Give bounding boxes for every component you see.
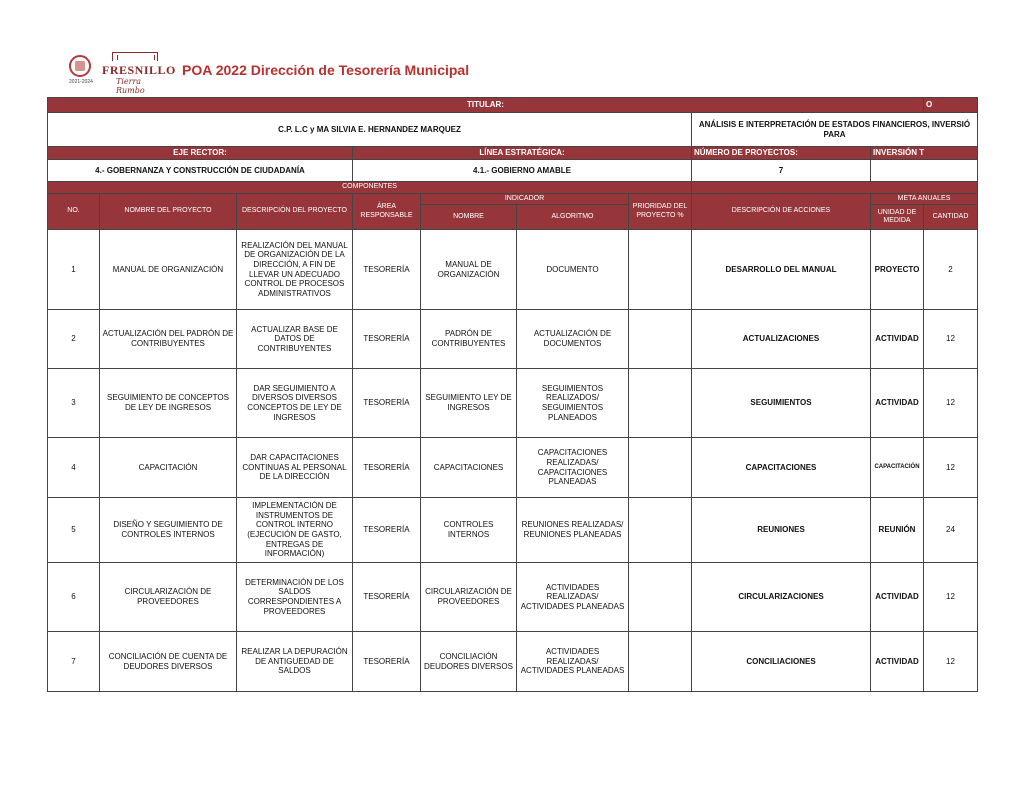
building-icon [112,52,158,61]
row-indicador-algoritmo: CAPACITACIONES REALIZADAS/ CAPACITACIONES PLANEADAS [517,438,629,498]
row-no: 3 [48,369,100,438]
row-area-responsable: TESORERÍA [353,498,421,563]
row-unidad-medida: ACTIVIDAD [871,632,924,692]
num-proyectos-label: NÚMERO DE PROYECTOS: [692,147,871,160]
col-indicador-nombre: NOMBRE [421,205,517,230]
col-unidad-medida: UNIDAD DE MEDIDA [871,205,924,230]
table-row [48,369,978,438]
row-area-responsable: TESORERÍA [353,632,421,692]
col-indicador: INDICADOR [421,194,629,205]
row-descripcion-accion: CONCILIACIONES [692,632,871,692]
row-prioridad [629,438,692,498]
row-descripcion-proyecto: REALIZAR LA DEPURACIÓN DE ANTIGUEDAD DE SALDOS [237,632,353,692]
row-nombre-proyecto: CAPACITACIÓN [100,438,237,498]
table-row [48,230,978,310]
row-area-responsable: TESORERÍA [353,230,421,310]
row-descripcion-accion: ACTUALIZACIONES [692,310,871,369]
row-indicador-algoritmo: REUNIONES REALIZADAS/ REUNIONES PLANEADAS [517,498,629,563]
row-unidad-medida: ACTIVIDAD [871,310,924,369]
inversion-value [871,160,978,182]
row-descripcion-proyecto: DAR CAPACITACIONES CONTINUAS AL PERSONAL DE LA DIRECCIÓN [237,438,353,498]
col-no: NO. [48,194,100,230]
row-prioridad [629,230,692,310]
row-indicador-algoritmo: ACTUALIZACIÓN DE DOCUMENTOS [517,310,629,369]
inversion-label: INVERSIÓN T [871,147,978,160]
row-no: 4 [48,438,100,498]
table-row [48,563,978,632]
row-prioridad [629,310,692,369]
table-row [48,498,978,563]
table-row [48,310,978,369]
componentes-header: COMPONENTES [48,182,692,194]
col-area-responsable: ÁREA RESPONSABLE [353,194,421,230]
row-descripcion-proyecto: REALIZACIÓN DEL MANUAL DE ORGANIZACIÓN DE LA DIRECCIÓN, A FIN DE LLEVAR UN ADECUADO CONTROL DE PROCESOS ADMINISTRATIVOS [237,230,353,310]
row-nombre-proyecto: CIRCULARIZACIÓN DE PROVEEDORES [100,563,237,632]
municipal-seal-icon: 2021-2024 [66,53,96,87]
row-indicador-nombre: CIRCULARIZACIÓN DE PROVEEDORES [421,563,517,632]
num-proyectos-value: 7 [692,160,871,182]
row-prioridad [629,498,692,563]
row-no: 2 [48,310,100,369]
row-descripcion-accion: CAPACITACIONES [692,438,871,498]
row-no: 5 [48,498,100,563]
row-nombre-proyecto: SEGUIMIENTO DE CONCEPTOS DE LEY DE INGRESOS [100,369,237,438]
row-descripcion-proyecto: ACTUALIZAR BASE DE DATOS DE CONTRIBUYENTES [237,310,353,369]
row-descripcion-accion: REUNIONES [692,498,871,563]
row-no: 6 [48,563,100,632]
row-cantidad: 12 [924,563,978,632]
eje-rector-value: 4.- GOBERNANZA Y CONSTRUCCIÓN DE CIUDADANÍA [48,160,353,182]
row-cantidad: 12 [924,632,978,692]
row-cantidad: 24 [924,498,978,563]
row-indicador-nombre: MANUAL DE ORGANIZACIÓN [421,230,517,310]
objective-text: ANÁLISIS E INTERPRETACIÓN DE ESTADOS FINANCIEROS, INVERSIÓ PARA [692,113,978,147]
row-cantidad: 12 [924,369,978,438]
row-indicador-nombre: SEGUIMIENTO LEY DE INGRESOS [421,369,517,438]
row-descripcion-proyecto: DAR SEGUIMIENTO A DIVERSOS DIVERSOS CONCEPTOS DE LEY DE INGRESOS [237,369,353,438]
row-indicador-algoritmo: ACTIVIDADES REALIZADAS/ ACTIVIDADES PLANEADAS [517,563,629,632]
row-descripcion-proyecto: DETERMINACIÓN DE LOS SALDOS CORRESPONDIENTES A PROVEEDORES [237,563,353,632]
col-descripcion-proyecto: DESCRIPCIÓN DEL PROYECTO [237,194,353,230]
row-indicador-algoritmo: SEGUIMIENTOS REALIZADOS/ SEGUIMIENTOS PLANEADOS [517,369,629,438]
row-unidad-medida: REUNIÓN [871,498,924,563]
objective-header: O [924,98,978,113]
brand-name: FRESNILLO [102,63,176,77]
col-indicador-algoritmo: ALGORITMO [517,205,629,230]
col-cantidad: CANTIDAD [924,205,978,230]
row-cantidad: 2 [924,230,978,310]
poa-table [47,97,978,692]
row-indicador-nombre: PADRÓN DE CONTRIBUYENTES [421,310,517,369]
row-indicador-algoritmo: DOCUMENTO [517,230,629,310]
row-no: 1 [48,230,100,310]
row-nombre-proyecto: ACTUALIZACIÓN DEL PADRÓN DE CONTRIBUYENTES [100,310,237,369]
row-area-responsable: TESORERÍA [353,369,421,438]
row-descripcion-accion: DESARROLLO DEL MANUAL [692,230,871,310]
page-title: POA 2022 Dirección de Tesorería Municipal [182,62,470,78]
row-unidad-medida: CAPACITACIÓN [871,438,924,498]
brand-tagline: Tierra Rumbo [116,77,145,95]
row-indicador-nombre: CAPACITACIONES [421,438,517,498]
componentes-right-header [692,182,978,194]
row-unidad-medida: PROYECTO [871,230,924,310]
titular-name: C.P. L.C y MA SILVIA E. HERNANDEZ MARQUEZ [48,113,692,147]
titular-label: TITULAR: [48,98,924,113]
col-metas-anuales: META ANUALES [871,194,978,205]
table-row [48,632,978,692]
row-indicador-algoritmo: ACTIVIDADES REALIZADAS/ ACTIVIDADES PLANEADAS [517,632,629,692]
linea-estrategica-value: 4.1.- GOBIERNO AMABLE [353,160,692,182]
row-prioridad [629,632,692,692]
row-indicador-nombre: CONCILIACIÓN DEUDORES DIVERSOS [421,632,517,692]
row-descripcion-accion: CIRCULARIZACIONES [692,563,871,632]
row-cantidad: 12 [924,438,978,498]
row-prioridad [629,563,692,632]
row-descripcion-accion: SEGUIMIENTOS [692,369,871,438]
row-area-responsable: TESORERÍA [353,563,421,632]
row-area-responsable: TESORERÍA [353,310,421,369]
col-nombre-proyecto: NOMBRE DEL PROYECTO [100,194,237,230]
row-prioridad [629,369,692,438]
row-nombre-proyecto: MANUAL DE ORGANIZACIÓN [100,230,237,310]
row-nombre-proyecto: CONCILIACIÓN DE CUENTA DE DEUDORES DIVERSOS [100,632,237,692]
row-unidad-medida: ACTIVIDAD [871,563,924,632]
row-descripcion-proyecto: IMPLEMENTACIÓN DE INSTRUMENTOS DE CONTROL INTERNO (EJECUCIÓN DE GASTO, ENTREGAS DE INFORMACIÓN) [237,498,353,563]
page-header [66,50,470,95]
row-unidad-medida: ACTIVIDAD [871,369,924,438]
col-descripcion-acciones: DESCRIPCIÓN DE ACCIONES [692,194,871,230]
row-indicador-nombre: CONTROLES INTERNOS [421,498,517,563]
eje-rector-label: EJE RECTOR: [48,147,353,160]
col-prioridad: PRIORIDAD DEL PROYECTO % [629,194,692,230]
row-no: 7 [48,632,100,692]
row-nombre-proyecto: DISEÑO Y SEGUIMIENTO DE CONTROLES INTERNOS [100,498,237,563]
row-area-responsable: TESORERÍA [353,438,421,498]
row-cantidad: 12 [924,310,978,369]
table-row [48,438,978,498]
linea-estrategica-label: LÍNEA ESTRATÉGICA: [353,147,692,160]
fresnillo-logo [102,50,176,95]
